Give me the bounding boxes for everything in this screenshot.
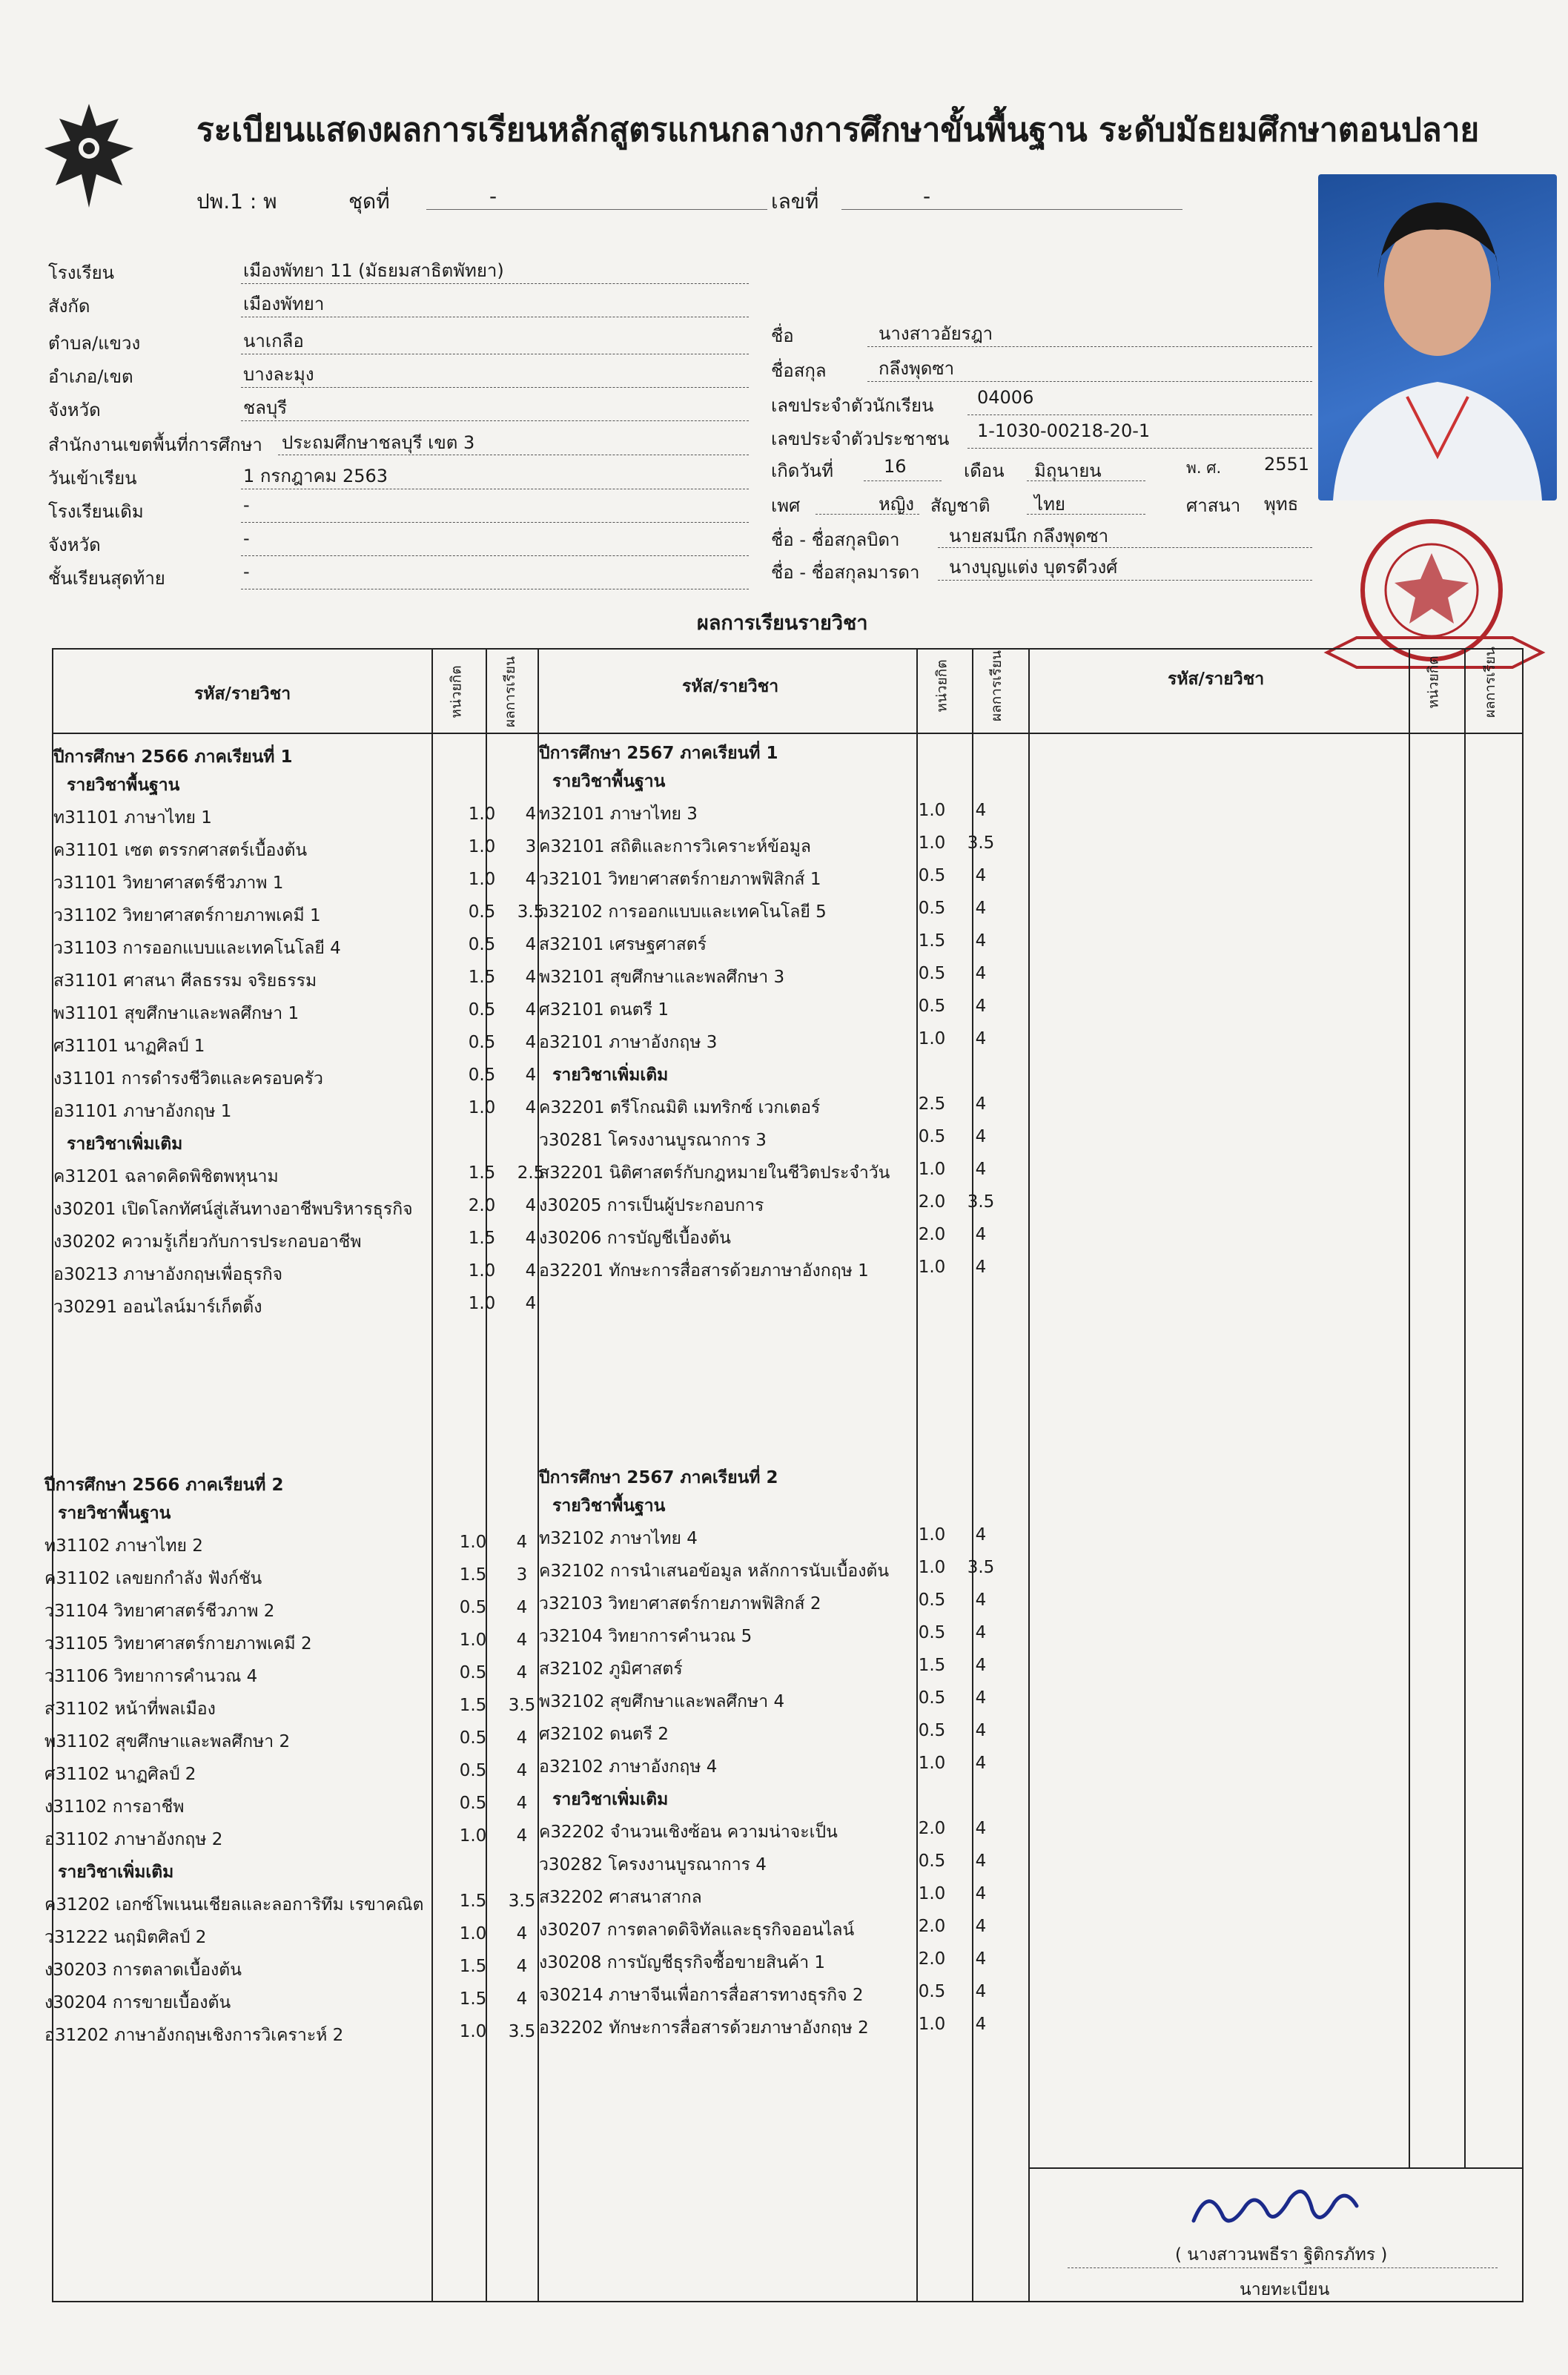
subject-name: อ32202 ทักษะการสื่อสารด้วยภาษาอังกฤษ 2 [539,2018,869,2038]
surname-label: ชื่อสกุล [771,360,827,381]
subject-name: ส31102 หน้าที่พลเมือง [44,1700,216,1719]
registrar-name: ( นางสาวนพธีรา ฐิติกรภัทร ) [1175,2245,1388,2265]
credit-value: 0.5 [468,1033,496,1052]
sex-value: หญิง [879,494,914,515]
subject-name: ง30205 การเป็นผู้ประกอบการ [539,1196,764,1215]
grade-value: 4 [525,968,537,987]
grade-value: 4 [525,1033,537,1052]
edu-area-value: ประถมศึกษาชลบุรี เขต 3 [282,432,475,453]
name-value: นางสาวอัยรฎา [879,323,993,344]
student-photo [1318,174,1557,501]
grade-value: 4 [975,866,987,885]
grade-value: 4 [975,1721,987,1740]
grade-value: 4 [975,1688,987,1708]
grade-value: 4 [516,1989,528,2009]
prev-school-value: - [243,495,250,515]
subject-name: ง30208 การบัญชีธุรกิจซื้อขายสินค้า 1 [539,1953,826,1972]
credit-value: 1.0 [468,837,496,856]
grade-value: 4 [525,1229,537,1248]
section-heading: รายวิชาเพิ่มเติม [58,1863,174,1882]
header-subject-3: รหัส/รายวิชา [1168,670,1265,689]
subject-name: ท31101 ภาษาไทย 1 [53,808,212,828]
grade-value: 4 [975,1160,987,1179]
credit-value: 2.0 [918,1917,946,1936]
subject-name: ง30203 การตลาดเบื้องต้น [44,1961,242,1980]
subject-name: ค32102 การนำเสนอข้อมูล หลักการนับเบื้องต้น [539,1562,890,1581]
header-grade-3: ผลการเรียน [1481,647,1498,718]
subject-name: ว31103 การออกแบบและเทคโนโลยี 4 [53,939,341,958]
grade-value: 4 [516,1663,528,1682]
subject-name: ว31106 วิทยาการคำนวณ 4 [44,1667,258,1686]
credit-value: 1.0 [459,1924,487,1943]
credit-value: 1.0 [918,1160,946,1179]
grade-value: 4 [975,1525,987,1545]
subject-name: อ31101 ภาษาอังกฤษ 1 [53,1102,232,1121]
credit-value: 1.0 [918,1258,946,1277]
subject-name: พ31101 สุขศึกษาและพลศึกษา 1 [53,1004,300,1023]
grade-value: 4 [975,1852,987,1871]
grade-value: 4 [975,997,987,1016]
page-title: ระเบียนแสดงผลการเรียนหลักสูตรแกนกลางการศึกษาขั้นพื้นฐาน ระดับมัธยมศึกษาตอนปลาย [196,111,1480,149]
mother-label: ชื่อ - ชื่อสกุลมารดา [771,562,920,583]
subject-name: ว31102 วิทยาศาสตร์กายภาพเคมี 1 [53,906,321,925]
credit-value: 0.5 [918,964,946,983]
section-heading: รายวิชาพื้นฐาน [58,1504,171,1523]
subject-name: ค31101 เซต ตรรกศาสตร์เบื้องต้น [53,841,308,860]
grade-value: 2.5 [517,1163,545,1183]
grade-value: 3.5 [967,1192,995,1212]
registrar-role: นายทะเบียน [1240,2280,1330,2299]
grade-value: 3.5 [508,2022,536,2041]
subject-name: ว30282 โครงงานบูรณาการ 4 [539,1855,767,1874]
grade-value: 4 [516,1794,528,1813]
section-heading: รายวิชาพื้นฐาน [552,1496,666,1516]
header-grade-2: ผลการเรียน [988,650,1005,721]
subject-name: ส32201 นิติศาสตร์กับกฎหมายในชีวิตประจำวัน [539,1163,890,1183]
subject-name: ว32102 การออกแบบและเทคโนโลยี 5 [539,902,827,922]
form-code: ปพ.1 : พ [196,189,277,214]
subject-name: อ31102 ภาษาอังกฤษ 2 [44,1830,223,1849]
subject-name: จ30214 ภาษาจีนเพื่อการสื่อสารทางธุรกิจ 2 [539,1986,864,2005]
sex-label: เพศ [771,495,801,516]
subject-name: ว32101 วิทยาศาสตร์กายภาพฟิสิกส์ 1 [539,870,821,889]
grade-value: 4 [975,1591,987,1610]
header-credit-3: หน่วยกิต [1425,655,1442,709]
school-value: เมืองพัทยา 11 (มัธยมสาธิตพัทยา) [243,260,504,281]
grade-value: 4 [516,1631,528,1650]
credit-value: 1.0 [459,1631,487,1650]
subject-name: ศ31102 นาฏศิลป์ 2 [44,1765,196,1784]
subject-name: อ32101 ภาษาอังกฤษ 3 [539,1033,718,1052]
section-heading: รายวิชาเพิ่มเติม [67,1134,183,1154]
birth-year-value: 2551 [1264,454,1310,475]
grade-value: 4 [975,964,987,983]
last-grade-value: - [243,561,250,582]
credit-value: 0.5 [468,935,496,954]
student-id-label: เลขประจำตัวนักเรียน [771,395,934,416]
grade-value: 4 [516,1761,528,1780]
school-label: โรงเรียน [48,262,115,283]
credit-value: 1.5 [468,1229,496,1248]
no-value: - [923,184,931,208]
section-heading: รายวิชาเพิ่มเติม [552,1066,669,1085]
credit-value: 1.0 [459,2022,487,2041]
nationality-label: สัญชาติ [930,495,990,516]
subject-name: อ32102 ภาษาอังกฤษ 4 [539,1757,718,1777]
credit-value: 0.5 [918,1721,946,1740]
credit-value: 2.5 [918,1094,946,1114]
credit-value: 1.5 [459,1696,487,1715]
nationality-value: ไทย [1034,494,1065,515]
subject-name: ง30204 การขายเบื้องต้น [44,1993,231,2012]
header-credit-2: หน่วยกิต [933,659,950,713]
credit-value: 1.0 [918,1884,946,1903]
subject-name: ส32102 ภูมิศาสตร์ [539,1659,683,1679]
birth-day-label: เกิดวันที่ [771,460,834,481]
grade-value: 4 [516,1826,528,1846]
subject-name: พ32101 สุขศึกษาและพลศึกษา 3 [539,968,785,987]
subject-name: ท31102 ภาษาไทย 2 [44,1536,203,1556]
subject-name: ว32103 วิทยาศาสตร์กายภาพฟิสิกส์ 2 [539,1594,821,1613]
credit-value: 1.0 [918,2015,946,2034]
set-label: ชุดที่ [348,189,390,214]
subdistrict-label: ตำบล/แขวง [48,333,141,354]
credit-value: 1.0 [468,1294,496,1313]
header-grade-1: ผลการเรียน [501,656,518,727]
grade-value: 4 [516,1957,528,1976]
credit-value: 1.5 [459,1989,487,2009]
registrar-signature [1186,2176,1394,2236]
credit-value: 2.0 [918,1949,946,1969]
credit-value: 1.0 [918,1525,946,1545]
credit-value: 0.5 [918,1127,946,1146]
credit-value: 1.0 [468,870,496,889]
subject-name: ว31105 วิทยาศาสตร์กายภาพเคมี 2 [44,1634,312,1654]
subject-name: อ30213 ภาษาอังกฤษเพื่อธุรกิจ [53,1265,283,1284]
credit-value: 1.0 [918,1754,946,1773]
grade-value: 3.5 [967,833,995,853]
mother-value: นางบุญแต่ง บุตรดีวงศ์ [949,557,1118,578]
birth-month-value: มิถุนายน [1034,460,1102,481]
subject-name: ง30201 เปิดโลกทัศน์สู่เส้นทางอาชีพบริหารธุรกิจ [53,1200,413,1219]
grade-value: 4 [975,1225,987,1244]
credit-value: 1.0 [918,1558,946,1577]
name-label: ชื่อ [771,326,794,346]
grade-value: 4 [975,1258,987,1277]
grade-value: 4 [975,1094,987,1114]
header-subject-2: รหัส/รายวิชา [682,677,779,696]
credit-value: 0.5 [468,1000,496,1020]
term-title: ปีการศึกษา 2566 ภาคเรียนที่ 1 [53,747,293,767]
subject-name: ค32202 จำนวนเชิงซ้อน ความน่าจะเป็น [539,1823,838,1842]
subject-name: ว32104 วิทยาการคำนวณ 5 [539,1627,752,1646]
subject-name: ว31104 วิทยาศาสตร์ชีวภาพ 2 [44,1602,275,1621]
header-credit-1: หน่วยกิต [448,665,465,719]
credit-value: 0.5 [918,1982,946,2001]
prev-province-label: จังหวัด [48,535,101,555]
grade-value: 4 [975,899,987,918]
credit-value: 0.5 [468,902,496,922]
father-value: นายสมนึก กลึงพุดซา [949,526,1109,546]
grade-value: 3 [525,837,537,856]
credit-value: 1.5 [918,931,946,951]
student-id-value: 04006 [977,387,1034,408]
subject-name: ท32101 ภาษาไทย 3 [539,805,698,824]
header-subject-1: รหัส/รายวิชา [194,684,291,704]
no-label: เลขที่ [771,189,819,214]
grade-value: 4 [525,935,537,954]
subject-name: ง30206 การบัญชีเบื้องต้น [539,1229,731,1248]
grade-value: 4 [525,1066,537,1085]
credit-value: 1.0 [468,805,496,824]
results-title: ผลการเรียนรายวิชา [697,612,868,635]
grade-value: 4 [516,1598,528,1617]
subject-name: ค32101 สถิติและการวิเคราะห์ข้อมูล [539,837,811,856]
term-title: ปีการศึกษา 2567 ภาคเรียนที่ 1 [539,744,778,763]
grade-value: 4 [975,1127,987,1146]
district-value: บางละมุง [243,364,314,385]
grade-value: 4 [975,931,987,951]
grade-value: 4 [975,1982,987,2001]
credit-value: 1.0 [459,1826,487,1846]
citizen-id-value: 1-1030-00218-20-1 [977,420,1151,441]
credit-value: 0.5 [918,1591,946,1610]
credit-value: 2.0 [918,1192,946,1212]
subject-name: ว31222 นฤมิตศิลป์ 2 [44,1928,207,1947]
prev-province-value: - [243,528,250,549]
credit-value: 1.0 [918,833,946,853]
credit-value: 0.5 [459,1761,487,1780]
credit-value: 1.0 [468,1261,496,1281]
subject-name: ศ31101 นาฏศิลป์ 1 [53,1037,205,1056]
subject-name: ว31101 วิทยาศาสตร์ชีวภาพ 1 [53,873,284,893]
credit-value: 1.5 [468,968,496,987]
surname-value: กลึงพุดซา [879,358,955,379]
credit-value: 0.5 [918,866,946,885]
grade-value: 4 [525,870,537,889]
grade-value: 4 [525,1196,537,1215]
credit-value: 1.5 [459,1957,487,1976]
term-title: ปีการศึกษา 2567 ภาคเรียนที่ 2 [539,1468,778,1487]
affiliation-label: สังกัด [48,296,90,317]
subject-name: ส31101 ศาสนา ศีลธรรม จริยธรรม [53,971,317,991]
edu-area-label: สำนักงานเขตพื้นที่การศึกษา [48,435,262,455]
grade-value: 4 [525,805,537,824]
section-heading: รายวิชาเพิ่มเติม [552,1790,669,1809]
subject-name: ค32201 ตรีโกณมิติ เมทริกซ์ เวกเตอร์ [539,1098,821,1117]
credit-value: 0.5 [459,1598,487,1617]
grade-value: 4 [975,1917,987,1936]
grade-value: 4 [525,1294,537,1313]
subject-name: ค31201 ฉลาดคิดพิชิตพหุนาม [53,1167,279,1186]
grade-value: 4 [516,1533,528,1552]
section-heading: รายวิชาพื้นฐาน [552,772,666,791]
set-value: - [489,184,497,208]
grade-value: 4 [975,1029,987,1048]
subject-name: ส32101 เศรษฐศาสตร์ [539,935,707,954]
religion-label: ศาสนา [1186,495,1241,516]
grade-value: 4 [516,1924,528,1943]
birth-month-label: เดือน [964,460,1005,481]
subject-name: พ31102 สุขศึกษาและพลศึกษา 2 [44,1732,291,1751]
grade-value: 4 [975,801,987,820]
credit-value: 0.5 [468,1066,496,1085]
subject-name: ง30202 ความรู้เกี่ยวกับการประกอบอาชีพ [53,1232,362,1252]
grade-value: 4 [525,1000,537,1020]
subject-name: ง31102 การอาชีพ [44,1797,185,1817]
credit-value: 0.5 [459,1728,487,1748]
subject-name: ค31102 เลขยกกำลัง ฟังก์ชัน [44,1569,262,1588]
subject-name: ง31101 การดำรงชีวิตและครอบครัว [53,1069,323,1089]
citizen-id-label: เลขประจำตัวประชาชน [771,429,950,449]
subject-name: ว30281 โครงงานบูรณาการ 3 [539,1131,767,1150]
garuda-emblem [37,96,141,215]
grade-value: 4 [975,1884,987,1903]
credit-value: 0.5 [918,1852,946,1871]
district-label: อำเภอ/เขต [48,366,133,387]
enroll-date-value: 1 กรกฎาคม 2563 [243,466,388,486]
grade-value: 4 [525,1261,537,1281]
subdistrict-value: นาเกลือ [243,331,304,351]
subject-name: พ32102 สุขศึกษาและพลศึกษา 4 [539,1692,785,1711]
subject-name: ส32202 ศาสนาสากล [539,1888,702,1907]
credit-value: 1.5 [918,1656,946,1675]
subject-name: อ32201 ทักษะการสื่อสารด้วยภาษาอังกฤษ 1 [539,1261,869,1281]
affiliation-value: เมืองพัทยา [243,294,325,314]
credit-value: 0.5 [459,1794,487,1813]
grade-value: 4 [525,1098,537,1117]
credit-value: 0.5 [459,1663,487,1682]
credit-value: 2.0 [468,1196,496,1215]
credit-value: 0.5 [918,1623,946,1642]
subject-name: ค31202 เอกซ์โพเนนเชียลและลอการิทึม เรขาคณิต [44,1895,424,1915]
grade-value: 4 [975,1754,987,1773]
grade-value: 3.5 [967,1558,995,1577]
grade-value: 3 [516,1565,528,1585]
grade-value: 4 [975,1949,987,1969]
subject-name: ง30207 การตลาดดิจิทัลและธุรกิจออนไลน์ [539,1920,855,1940]
credit-value: 2.0 [918,1225,946,1244]
grade-value: 4 [975,2015,987,2034]
credit-value: 0.5 [918,997,946,1016]
credit-value: 1.5 [468,1163,496,1183]
credit-value: 1.5 [459,1565,487,1585]
term-title: ปีการศึกษา 2566 ภาคเรียนที่ 2 [44,1476,284,1495]
province-value: ชลบุรี [243,397,288,418]
grade-value: 3.5 [508,1696,536,1715]
subject-name: ท32102 ภาษาไทย 4 [539,1529,698,1548]
subject-name: ว30291 ออนไลน์มาร์เก็ตติ้ง [53,1298,262,1317]
subject-name: ศ32101 ดนตรี 1 [539,1000,669,1020]
credit-value: 1.0 [468,1098,496,1117]
grade-value: 3.5 [508,1892,536,1911]
prev-school-label: โรงเรียนเดิม [48,501,144,522]
grade-value: 4 [975,1819,987,1838]
birth-day-value: 16 [884,456,907,477]
credit-value: 1.0 [459,1533,487,1552]
grade-value: 4 [975,1623,987,1642]
credit-value: 1.0 [918,801,946,820]
religion-value: พุทธ [1264,494,1299,515]
enroll-date-label: วันเข้าเรียน [48,468,137,489]
last-grade-label: ชั้นเรียนสุดท้าย [48,568,165,589]
credit-value: 0.5 [918,1688,946,1708]
father-label: ชื่อ - ชื่อสกุลบิดา [771,529,900,550]
province-label: จังหวัด [48,400,101,420]
grade-value: 4 [975,1656,987,1675]
subject-name: ศ32102 ดนตรี 2 [539,1725,669,1744]
subject-name: อ31202 ภาษาอังกฤษเชิงการวิเคราะห์ 2 [44,2026,344,2045]
credit-value: 0.5 [918,899,946,918]
credit-value: 2.0 [918,1819,946,1838]
section-heading: รายวิชาพื้นฐาน [67,776,180,795]
credit-value: 1.0 [918,1029,946,1048]
credit-value: 1.5 [459,1892,487,1911]
grade-value: 3.5 [517,902,545,922]
grade-value: 4 [516,1728,528,1748]
birth-year-label: พ. ศ. [1186,459,1222,477]
